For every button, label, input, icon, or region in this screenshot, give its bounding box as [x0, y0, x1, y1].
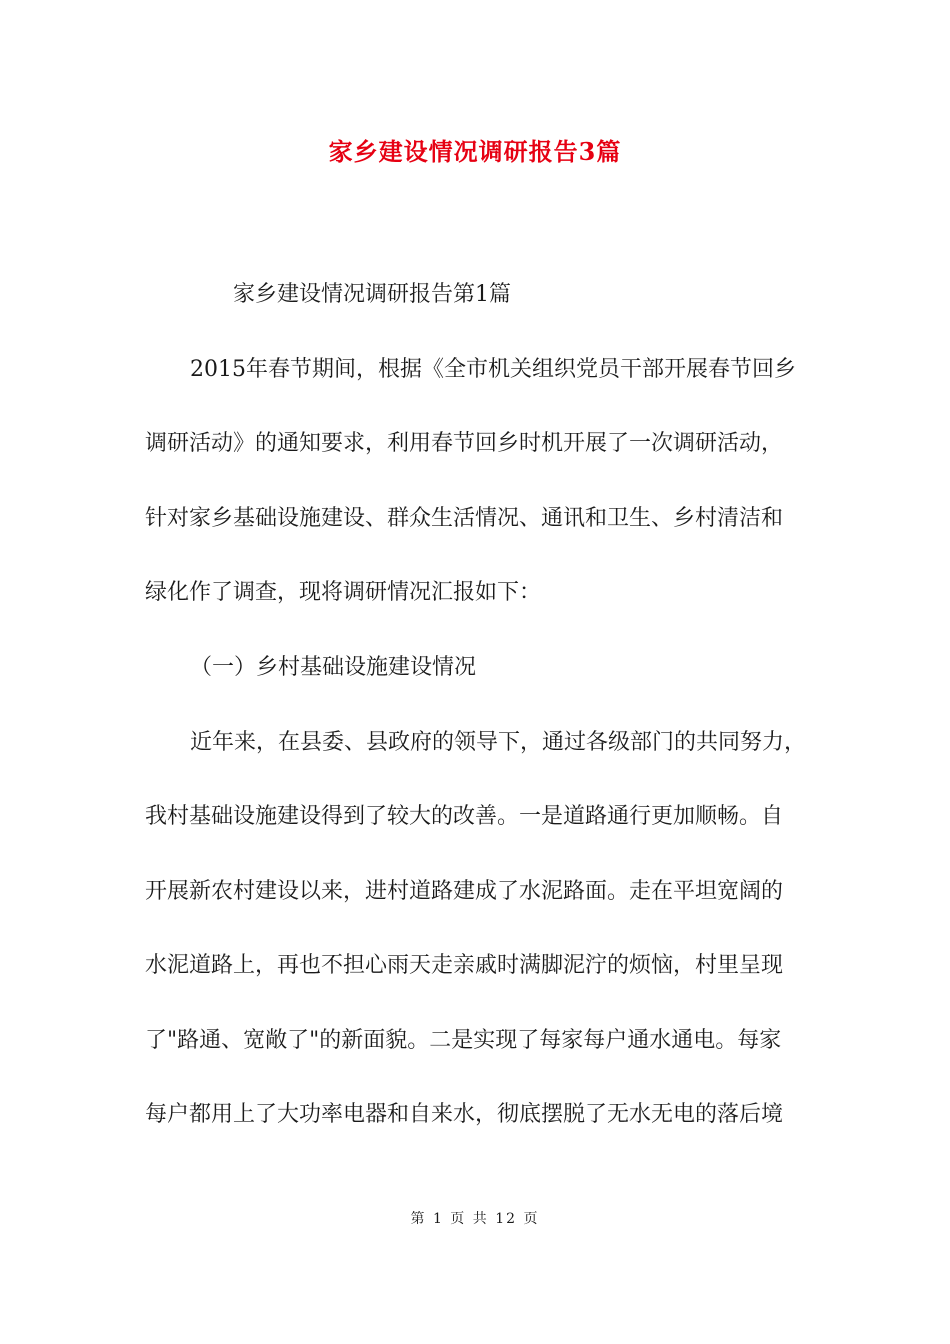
document-title: 家乡建设情况调研报告3篇	[328, 137, 622, 166]
paragraph-line-2: 调研活动》的通知要求，利用春节回乡时机开展了一次调研活动，	[145, 431, 784, 456]
paragraph-line-8: 水泥道路上，再也不担心雨天走亲戚时满脚泥泞的烦恼，村里呈现	[145, 953, 784, 978]
paragraph-line-3: 针对家乡基础设施建设、群众生活情况、通讯和卫生、乡村清洁和	[145, 506, 784, 531]
section-heading: （一）乡村基础设施建设情况	[190, 655, 477, 680]
paragraph-line-10: 每户都用上了大功率电器和自来水，彻底摆脱了无水无电的落后境	[145, 1102, 784, 1127]
page-footer	[0, 1208, 950, 1228]
paragraph-line-6: 我村基础设施建设得到了较大的改善。一是道路通行更加顺畅。自	[145, 804, 784, 829]
paragraph-line-7: 开展新农村建设以来，进村道路建成了水泥路面。走在平坦宽阔的	[145, 879, 784, 904]
paragraph-line-1: 2015年春节期间，根据《全市机关组织党员干部开展春节回乡	[190, 357, 796, 382]
page-number: 第 1 页 共 12 页	[410, 1211, 540, 1227]
section-subtitle: 家乡建设情况调研报告第1篇	[233, 282, 511, 307]
paragraph-line-4: 绿化作了调查，现将调研情况汇报如下：	[145, 580, 542, 605]
paragraph-line-5: 近年来，在县委、县政府的领导下，通过各级部门的共同努力，	[190, 730, 807, 755]
paragraph-line-9: 了"路通、宽敞了"的新面貌。二是实现了每家每户通水通电。每家	[145, 1028, 782, 1053]
